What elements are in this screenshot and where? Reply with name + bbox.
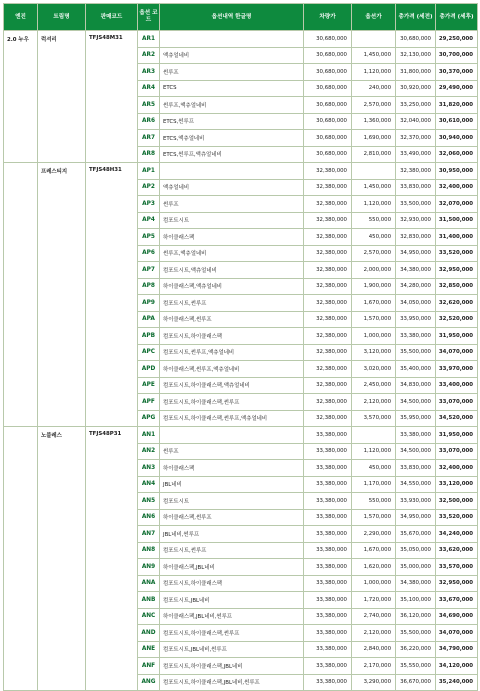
vehicle-price-cell: 30,680,000 <box>304 31 352 48</box>
total-excl-cell: 32,370,000 <box>396 130 436 147</box>
option-desc-cell: 컴포트시트,하이클래스팩,썬루프,액츄얼네비 <box>160 410 304 427</box>
vehicle-price-cell: 33,380,000 <box>304 575 352 592</box>
total-excl-cell: 35,000,000 <box>396 559 436 576</box>
option-price-cell: 2,290,000 <box>352 526 396 543</box>
header-sales-code: 판매코드 <box>86 4 138 31</box>
total-incl-cell: 32,520,000 <box>436 311 478 328</box>
total-excl-cell: 33,830,000 <box>396 179 436 196</box>
vehicle-price-cell: 30,680,000 <box>304 130 352 147</box>
option-desc-cell: JBL네비 <box>160 476 304 493</box>
vehicle-price-cell: 33,380,000 <box>304 559 352 576</box>
option-code-cell: AN9 <box>138 559 160 576</box>
total-excl-cell: 33,950,000 <box>396 311 436 328</box>
total-incl-cell: 32,620,000 <box>436 295 478 312</box>
option-price-cell: 1,570,000 <box>352 311 396 328</box>
total-excl-cell: 34,550,000 <box>396 476 436 493</box>
sales-code-cell: TFJS48M31 <box>86 31 138 163</box>
option-price-cell: 550,000 <box>352 493 396 510</box>
option-code-cell: AR7 <box>138 130 160 147</box>
total-excl-cell: 34,830,000 <box>396 377 436 394</box>
option-desc-cell: 컴포트시트,썬루프,액츄얼네비 <box>160 344 304 361</box>
option-desc-cell: 컴포트시트 <box>160 212 304 229</box>
total-excl-cell: 30,920,000 <box>396 80 436 97</box>
total-excl-cell: 33,500,000 <box>396 196 436 213</box>
option-desc-cell: 컴포트시트,액츄얼네비 <box>160 262 304 279</box>
option-desc-cell: 하이클래스팩,액츄얼네비 <box>160 278 304 295</box>
option-price-cell: 1,620,000 <box>352 559 396 576</box>
total-excl-cell: 36,670,000 <box>396 674 436 691</box>
option-desc-cell: 컴포트시트,썬루프 <box>160 542 304 559</box>
option-desc-cell: 컴포트시트,썬루프 <box>160 295 304 312</box>
total-excl-cell: 33,830,000 <box>396 460 436 477</box>
vehicle-price-cell: 32,380,000 <box>304 377 352 394</box>
option-code-cell: AN8 <box>138 542 160 559</box>
vehicle-price-cell: 33,380,000 <box>304 476 352 493</box>
total-excl-cell: 34,280,000 <box>396 278 436 295</box>
total-excl-cell: 34,380,000 <box>396 262 436 279</box>
option-code-cell: APG <box>138 410 160 427</box>
total-incl-cell: 33,570,000 <box>436 559 478 576</box>
option-desc-cell: 하이클래스팩,JBL네비 <box>160 559 304 576</box>
vehicle-price-cell: 30,680,000 <box>304 97 352 114</box>
vehicle-price-cell: 32,380,000 <box>304 311 352 328</box>
option-code-cell: AR2 <box>138 47 160 64</box>
option-desc-cell: 액츄얼네비 <box>160 47 304 64</box>
total-excl-cell: 33,930,000 <box>396 493 436 510</box>
option-price-cell: 1,120,000 <box>352 443 396 460</box>
option-code-cell: AN4 <box>138 476 160 493</box>
vehicle-price-cell: 32,380,000 <box>304 212 352 229</box>
option-price-cell: 1,120,000 <box>352 64 396 81</box>
total-excl-cell: 32,380,000 <box>396 163 436 180</box>
option-code-cell: AP7 <box>138 262 160 279</box>
option-code-cell: AN6 <box>138 509 160 526</box>
option-code-cell: APC <box>138 344 160 361</box>
total-excl-cell: 33,380,000 <box>396 328 436 345</box>
option-price-cell: 2,810,000 <box>352 146 396 163</box>
option-code-cell: AN3 <box>138 460 160 477</box>
option-price-cell: 2,840,000 <box>352 641 396 658</box>
option-price-cell: 1,450,000 <box>352 179 396 196</box>
option-code-cell: ANG <box>138 674 160 691</box>
option-desc-cell: 컴포트시트,JBL네비 <box>160 592 304 609</box>
total-excl-cell: 35,550,000 <box>396 658 436 675</box>
total-incl-cell: 32,060,000 <box>436 146 478 163</box>
table-body <box>4 31 478 691</box>
header-total-incl: 총가격 (세후) <box>436 4 478 31</box>
vehicle-price-cell: 30,680,000 <box>304 64 352 81</box>
option-code-cell: AP3 <box>138 196 160 213</box>
option-price-cell: 1,000,000 <box>352 328 396 345</box>
vehicle-price-cell: 32,380,000 <box>304 245 352 262</box>
total-incl-cell: 33,970,000 <box>436 361 478 378</box>
option-desc-cell: 하이클래스팩,썬루프 <box>160 509 304 526</box>
option-code-cell: APF <box>138 394 160 411</box>
total-excl-cell: 30,680,000 <box>396 31 436 48</box>
trim-cell: 노블레스 <box>38 427 86 691</box>
sales-code-cell: TFJS48H31 <box>86 163 138 427</box>
total-excl-cell: 36,120,000 <box>396 608 436 625</box>
option-desc-cell: 액츄얼네비 <box>160 179 304 196</box>
table-row <box>4 163 478 180</box>
option-code-cell: AN1 <box>138 427 160 444</box>
total-incl-cell: 29,490,000 <box>436 80 478 97</box>
option-code-cell: AP2 <box>138 179 160 196</box>
option-desc-cell: 하이클래스팩 <box>160 460 304 477</box>
vehicle-price-cell: 32,380,000 <box>304 344 352 361</box>
option-price-cell: 2,740,000 <box>352 608 396 625</box>
option-desc-cell: ETCS,액츄얼네비 <box>160 130 304 147</box>
option-price-cell: 2,000,000 <box>352 262 396 279</box>
vehicle-price-cell: 32,380,000 <box>304 196 352 213</box>
option-desc-cell <box>160 31 304 48</box>
option-code-cell: AR1 <box>138 31 160 48</box>
header-option-desc: 옵션내역 한글명 <box>160 4 304 31</box>
vehicle-price-cell: 32,380,000 <box>304 328 352 345</box>
total-incl-cell: 33,670,000 <box>436 592 478 609</box>
total-excl-cell: 32,130,000 <box>396 47 436 64</box>
option-desc-cell: 하이클래스팩,썬루프,액츄얼네비 <box>160 361 304 378</box>
total-excl-cell: 33,490,000 <box>396 146 436 163</box>
option-price-cell: 1,360,000 <box>352 113 396 130</box>
vehicle-price-cell: 33,380,000 <box>304 427 352 444</box>
total-incl-cell: 32,400,000 <box>436 179 478 196</box>
total-incl-cell: 30,700,000 <box>436 47 478 64</box>
total-incl-cell: 31,400,000 <box>436 229 478 246</box>
total-excl-cell: 36,220,000 <box>396 641 436 658</box>
option-desc-cell: ETCS,썬루프 <box>160 113 304 130</box>
option-desc-cell: 컴포트시트 <box>160 493 304 510</box>
total-excl-cell: 32,830,000 <box>396 229 436 246</box>
option-price-cell: 2,120,000 <box>352 625 396 642</box>
option-price-cell: 2,570,000 <box>352 97 396 114</box>
vehicle-price-cell: 30,680,000 <box>304 47 352 64</box>
total-excl-cell: 34,950,000 <box>396 245 436 262</box>
total-excl-cell: 34,950,000 <box>396 509 436 526</box>
option-desc-cell: JBL네비,썬루프 <box>160 526 304 543</box>
option-desc-cell: 하이클래스팩,썬루프 <box>160 311 304 328</box>
table-row <box>4 31 478 48</box>
option-price-cell: 1,670,000 <box>352 295 396 312</box>
option-price-cell: 2,120,000 <box>352 394 396 411</box>
option-price-cell: 240,000 <box>352 80 396 97</box>
total-incl-cell: 31,950,000 <box>436 427 478 444</box>
option-code-cell: AR6 <box>138 113 160 130</box>
option-code-cell: ANE <box>138 641 160 658</box>
option-code-cell: AP4 <box>138 212 160 229</box>
header-total-excl: 총가격 (세전) <box>396 4 436 31</box>
option-code-cell: AR4 <box>138 80 160 97</box>
total-excl-cell: 34,500,000 <box>396 443 436 460</box>
option-price-cell: 3,290,000 <box>352 674 396 691</box>
option-price-cell: 450,000 <box>352 229 396 246</box>
option-desc-cell: ETCS <box>160 80 304 97</box>
option-code-cell: AP1 <box>138 163 160 180</box>
table-row <box>4 427 478 444</box>
header-option-code: 옵션 코드 <box>138 4 160 31</box>
trim-cell: 럭셔리 <box>38 31 86 163</box>
total-incl-cell: 31,820,000 <box>436 97 478 114</box>
option-code-cell: AP5 <box>138 229 160 246</box>
option-price-cell: 3,570,000 <box>352 410 396 427</box>
vehicle-price-cell: 33,380,000 <box>304 542 352 559</box>
vehicle-price-cell: 30,680,000 <box>304 80 352 97</box>
total-incl-cell: 32,950,000 <box>436 262 478 279</box>
table-header <box>4 4 478 31</box>
total-excl-cell: 33,380,000 <box>396 427 436 444</box>
total-excl-cell: 35,670,000 <box>396 526 436 543</box>
total-incl-cell: 33,120,000 <box>436 476 478 493</box>
option-price-cell: 450,000 <box>352 460 396 477</box>
option-desc-cell <box>160 163 304 180</box>
total-excl-cell: 35,500,000 <box>396 344 436 361</box>
option-price-cell: 1,120,000 <box>352 196 396 213</box>
engine-cell: 2.0 누우 <box>4 31 38 163</box>
option-code-cell: AN2 <box>138 443 160 460</box>
option-desc-cell: 컴포트시트,하이클래스팩 <box>160 575 304 592</box>
option-desc-cell: 컴포트시트,하이클래스팩,액츄얼네비 <box>160 377 304 394</box>
total-incl-cell: 35,240,000 <box>436 674 478 691</box>
vehicle-price-cell: 33,380,000 <box>304 526 352 543</box>
total-excl-cell: 34,500,000 <box>396 394 436 411</box>
option-price-cell: 2,450,000 <box>352 377 396 394</box>
vehicle-price-cell: 32,380,000 <box>304 278 352 295</box>
option-desc-cell: 썬루프 <box>160 443 304 460</box>
option-desc-cell: 컴포트시트,하이클래스팩,JBL네비,썬루프 <box>160 674 304 691</box>
option-desc-cell: 컴포트시트,JBL네비,썬루프 <box>160 641 304 658</box>
total-incl-cell: 33,070,000 <box>436 443 478 460</box>
vehicle-price-cell: 33,380,000 <box>304 674 352 691</box>
option-desc-cell <box>160 427 304 444</box>
option-price-cell <box>352 427 396 444</box>
option-desc-cell: ETCS,썬루프,액츄얼네비 <box>160 146 304 163</box>
vehicle-price-cell: 32,380,000 <box>304 262 352 279</box>
vehicle-price-cell: 33,380,000 <box>304 625 352 642</box>
vehicle-price-cell: 33,380,000 <box>304 509 352 526</box>
total-excl-cell: 35,100,000 <box>396 592 436 609</box>
option-desc-cell: 컴포트시트,하이클래스팩,썬루프 <box>160 394 304 411</box>
option-code-cell: APD <box>138 361 160 378</box>
option-price-cell: 1,450,000 <box>352 47 396 64</box>
vehicle-price-cell: 33,380,000 <box>304 641 352 658</box>
total-incl-cell: 32,850,000 <box>436 278 478 295</box>
option-code-cell: APE <box>138 377 160 394</box>
total-incl-cell: 30,610,000 <box>436 113 478 130</box>
vehicle-price-cell: 33,380,000 <box>304 493 352 510</box>
total-incl-cell: 34,240,000 <box>436 526 478 543</box>
vehicle-price-cell: 32,380,000 <box>304 295 352 312</box>
option-desc-cell: 하이클래스팩,JBL네비,썬루프 <box>160 608 304 625</box>
option-price-cell: 1,900,000 <box>352 278 396 295</box>
vehicle-price-cell: 32,380,000 <box>304 179 352 196</box>
vehicle-price-cell: 33,380,000 <box>304 443 352 460</box>
option-desc-cell: 컴포트시트,하이클래스팩,JBL네비 <box>160 658 304 675</box>
total-incl-cell: 29,250,000 <box>436 31 478 48</box>
option-price-cell: 1,000,000 <box>352 575 396 592</box>
vehicle-price-cell: 32,380,000 <box>304 361 352 378</box>
option-code-cell: APA <box>138 311 160 328</box>
total-excl-cell: 34,050,000 <box>396 295 436 312</box>
option-code-cell: ANA <box>138 575 160 592</box>
total-incl-cell: 32,400,000 <box>436 460 478 477</box>
option-price-cell: 3,020,000 <box>352 361 396 378</box>
price-table <box>3 3 478 691</box>
total-incl-cell: 34,070,000 <box>436 344 478 361</box>
total-incl-cell: 33,620,000 <box>436 542 478 559</box>
sales-code-cell: TFJS48P31 <box>86 427 138 691</box>
engine-cell <box>4 163 38 427</box>
option-price-cell: 550,000 <box>352 212 396 229</box>
total-incl-cell: 31,950,000 <box>436 328 478 345</box>
option-price-cell: 2,570,000 <box>352 245 396 262</box>
total-incl-cell: 31,500,000 <box>436 212 478 229</box>
option-desc-cell: 썬루프,액츄얼네비 <box>160 97 304 114</box>
option-code-cell: AN7 <box>138 526 160 543</box>
total-excl-cell: 35,500,000 <box>396 625 436 642</box>
total-excl-cell: 33,250,000 <box>396 97 436 114</box>
option-price-cell <box>352 163 396 180</box>
vehicle-price-cell: 30,680,000 <box>304 146 352 163</box>
option-desc-cell: 썬루프,액츄얼네비 <box>160 245 304 262</box>
vehicle-price-cell: 33,380,000 <box>304 608 352 625</box>
total-incl-cell: 32,500,000 <box>436 493 478 510</box>
total-excl-cell: 34,380,000 <box>396 575 436 592</box>
total-incl-cell: 33,520,000 <box>436 509 478 526</box>
option-code-cell: ANB <box>138 592 160 609</box>
vehicle-price-cell: 32,380,000 <box>304 410 352 427</box>
option-price-cell: 2,170,000 <box>352 658 396 675</box>
option-desc-cell: 썬루프 <box>160 196 304 213</box>
total-incl-cell: 34,690,000 <box>436 608 478 625</box>
vehicle-price-cell: 32,380,000 <box>304 229 352 246</box>
total-incl-cell: 33,400,000 <box>436 377 478 394</box>
option-desc-cell: 썬루프 <box>160 64 304 81</box>
option-price-cell: 1,670,000 <box>352 542 396 559</box>
header-vehicle-price: 차량가 <box>304 4 352 31</box>
vehicle-price-cell: 33,380,000 <box>304 658 352 675</box>
total-incl-cell: 30,370,000 <box>436 64 478 81</box>
total-excl-cell: 35,050,000 <box>396 542 436 559</box>
total-incl-cell: 30,950,000 <box>436 163 478 180</box>
total-excl-cell: 35,950,000 <box>396 410 436 427</box>
total-incl-cell: 34,520,000 <box>436 410 478 427</box>
trim-cell: 프레스티지 <box>38 163 86 427</box>
total-incl-cell: 34,790,000 <box>436 641 478 658</box>
total-excl-cell: 32,930,000 <box>396 212 436 229</box>
option-price-cell: 1,170,000 <box>352 476 396 493</box>
total-excl-cell: 35,400,000 <box>396 361 436 378</box>
total-excl-cell: 32,040,000 <box>396 113 436 130</box>
total-excl-cell: 31,800,000 <box>396 64 436 81</box>
vehicle-price-cell: 32,380,000 <box>304 394 352 411</box>
option-price-cell: 1,570,000 <box>352 509 396 526</box>
vehicle-price-cell: 33,380,000 <box>304 460 352 477</box>
option-code-cell: AN5 <box>138 493 160 510</box>
total-incl-cell: 33,520,000 <box>436 245 478 262</box>
total-incl-cell: 34,120,000 <box>436 658 478 675</box>
engine-cell <box>4 427 38 691</box>
option-price-cell: 1,720,000 <box>352 592 396 609</box>
option-code-cell: ANF <box>138 658 160 675</box>
total-incl-cell: 33,070,000 <box>436 394 478 411</box>
vehicle-price-cell: 30,680,000 <box>304 113 352 130</box>
total-incl-cell: 30,940,000 <box>436 130 478 147</box>
option-desc-cell: 컴포트시트,하이클래스팩 <box>160 328 304 345</box>
total-incl-cell: 32,070,000 <box>436 196 478 213</box>
total-incl-cell: 32,950,000 <box>436 575 478 592</box>
option-price-cell: 3,120,000 <box>352 344 396 361</box>
option-desc-cell: 하이클래스팩 <box>160 229 304 246</box>
option-code-cell: ANC <box>138 608 160 625</box>
vehicle-price-cell: 33,380,000 <box>304 592 352 609</box>
total-incl-cell: 34,070,000 <box>436 625 478 642</box>
option-code-cell: APB <box>138 328 160 345</box>
option-price-cell <box>352 31 396 48</box>
header-trim: 트림명 <box>38 4 86 31</box>
price-table-container <box>3 3 477 691</box>
header-option-price: 옵션가 <box>352 4 396 31</box>
option-code-cell: AP6 <box>138 245 160 262</box>
option-code-cell: AND <box>138 625 160 642</box>
option-code-cell: AP9 <box>138 295 160 312</box>
option-code-cell: AP8 <box>138 278 160 295</box>
option-code-cell: AR5 <box>138 97 160 114</box>
option-price-cell: 1,690,000 <box>352 130 396 147</box>
header-engine: 엔진 <box>4 4 38 31</box>
option-code-cell: AR3 <box>138 64 160 81</box>
vehicle-price-cell: 32,380,000 <box>304 163 352 180</box>
option-code-cell: AR8 <box>138 146 160 163</box>
option-desc-cell: 컴포트시트,하이클래스팩,썬루프 <box>160 625 304 642</box>
